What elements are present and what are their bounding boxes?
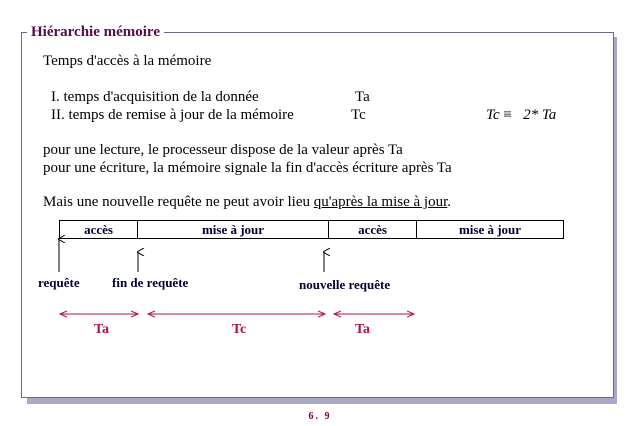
formula-op: ≡	[503, 107, 512, 123]
note-underlined: qu'après la mise à jour	[313, 194, 448, 210]
range-label-tc: Tc	[232, 322, 247, 337]
note-prefix: Mais une nouvelle requête ne peut avoir lieu	[43, 194, 314, 210]
range-label-ta-1: Ta	[94, 322, 110, 337]
formula-lhs: Tc	[486, 107, 500, 123]
segment-acces-1: accès	[60, 221, 138, 238]
segment-mise-a-jour-1: mise à jour	[138, 221, 329, 238]
event-end-request: fin de requête	[112, 275, 189, 290]
item-1-symbol: Ta	[355, 89, 370, 105]
event-new-request: nouvelle requête	[299, 277, 391, 292]
section-heading: Temps d'accès à la mémoire	[43, 53, 212, 69]
reading-text: pour une lecture, le processeur dispose de la valeur après Ta	[43, 142, 403, 158]
page-number: 6. 9	[308, 411, 332, 422]
note-suffix: .	[447, 194, 451, 210]
segment-mise-a-jour-2: mise à jour	[458, 222, 522, 237]
item-2-label: II. temps de remise à jour de la mémoire	[51, 107, 294, 123]
writing-text: pour une écriture, la mémoire signale la fin d'accès écriture après Ta	[43, 160, 452, 176]
formula-rhs: 2* Ta	[523, 107, 557, 123]
item-2-symbol: Tc	[351, 107, 366, 123]
range-label-ta-2: Ta	[355, 322, 371, 337]
slide-title: Hiérarchie mémoire	[27, 23, 164, 41]
event-request: requête	[38, 275, 80, 290]
item-1-label: I. temps d'acquisition de la donnée	[51, 89, 259, 105]
segment-acces-2: accès	[329, 221, 417, 238]
